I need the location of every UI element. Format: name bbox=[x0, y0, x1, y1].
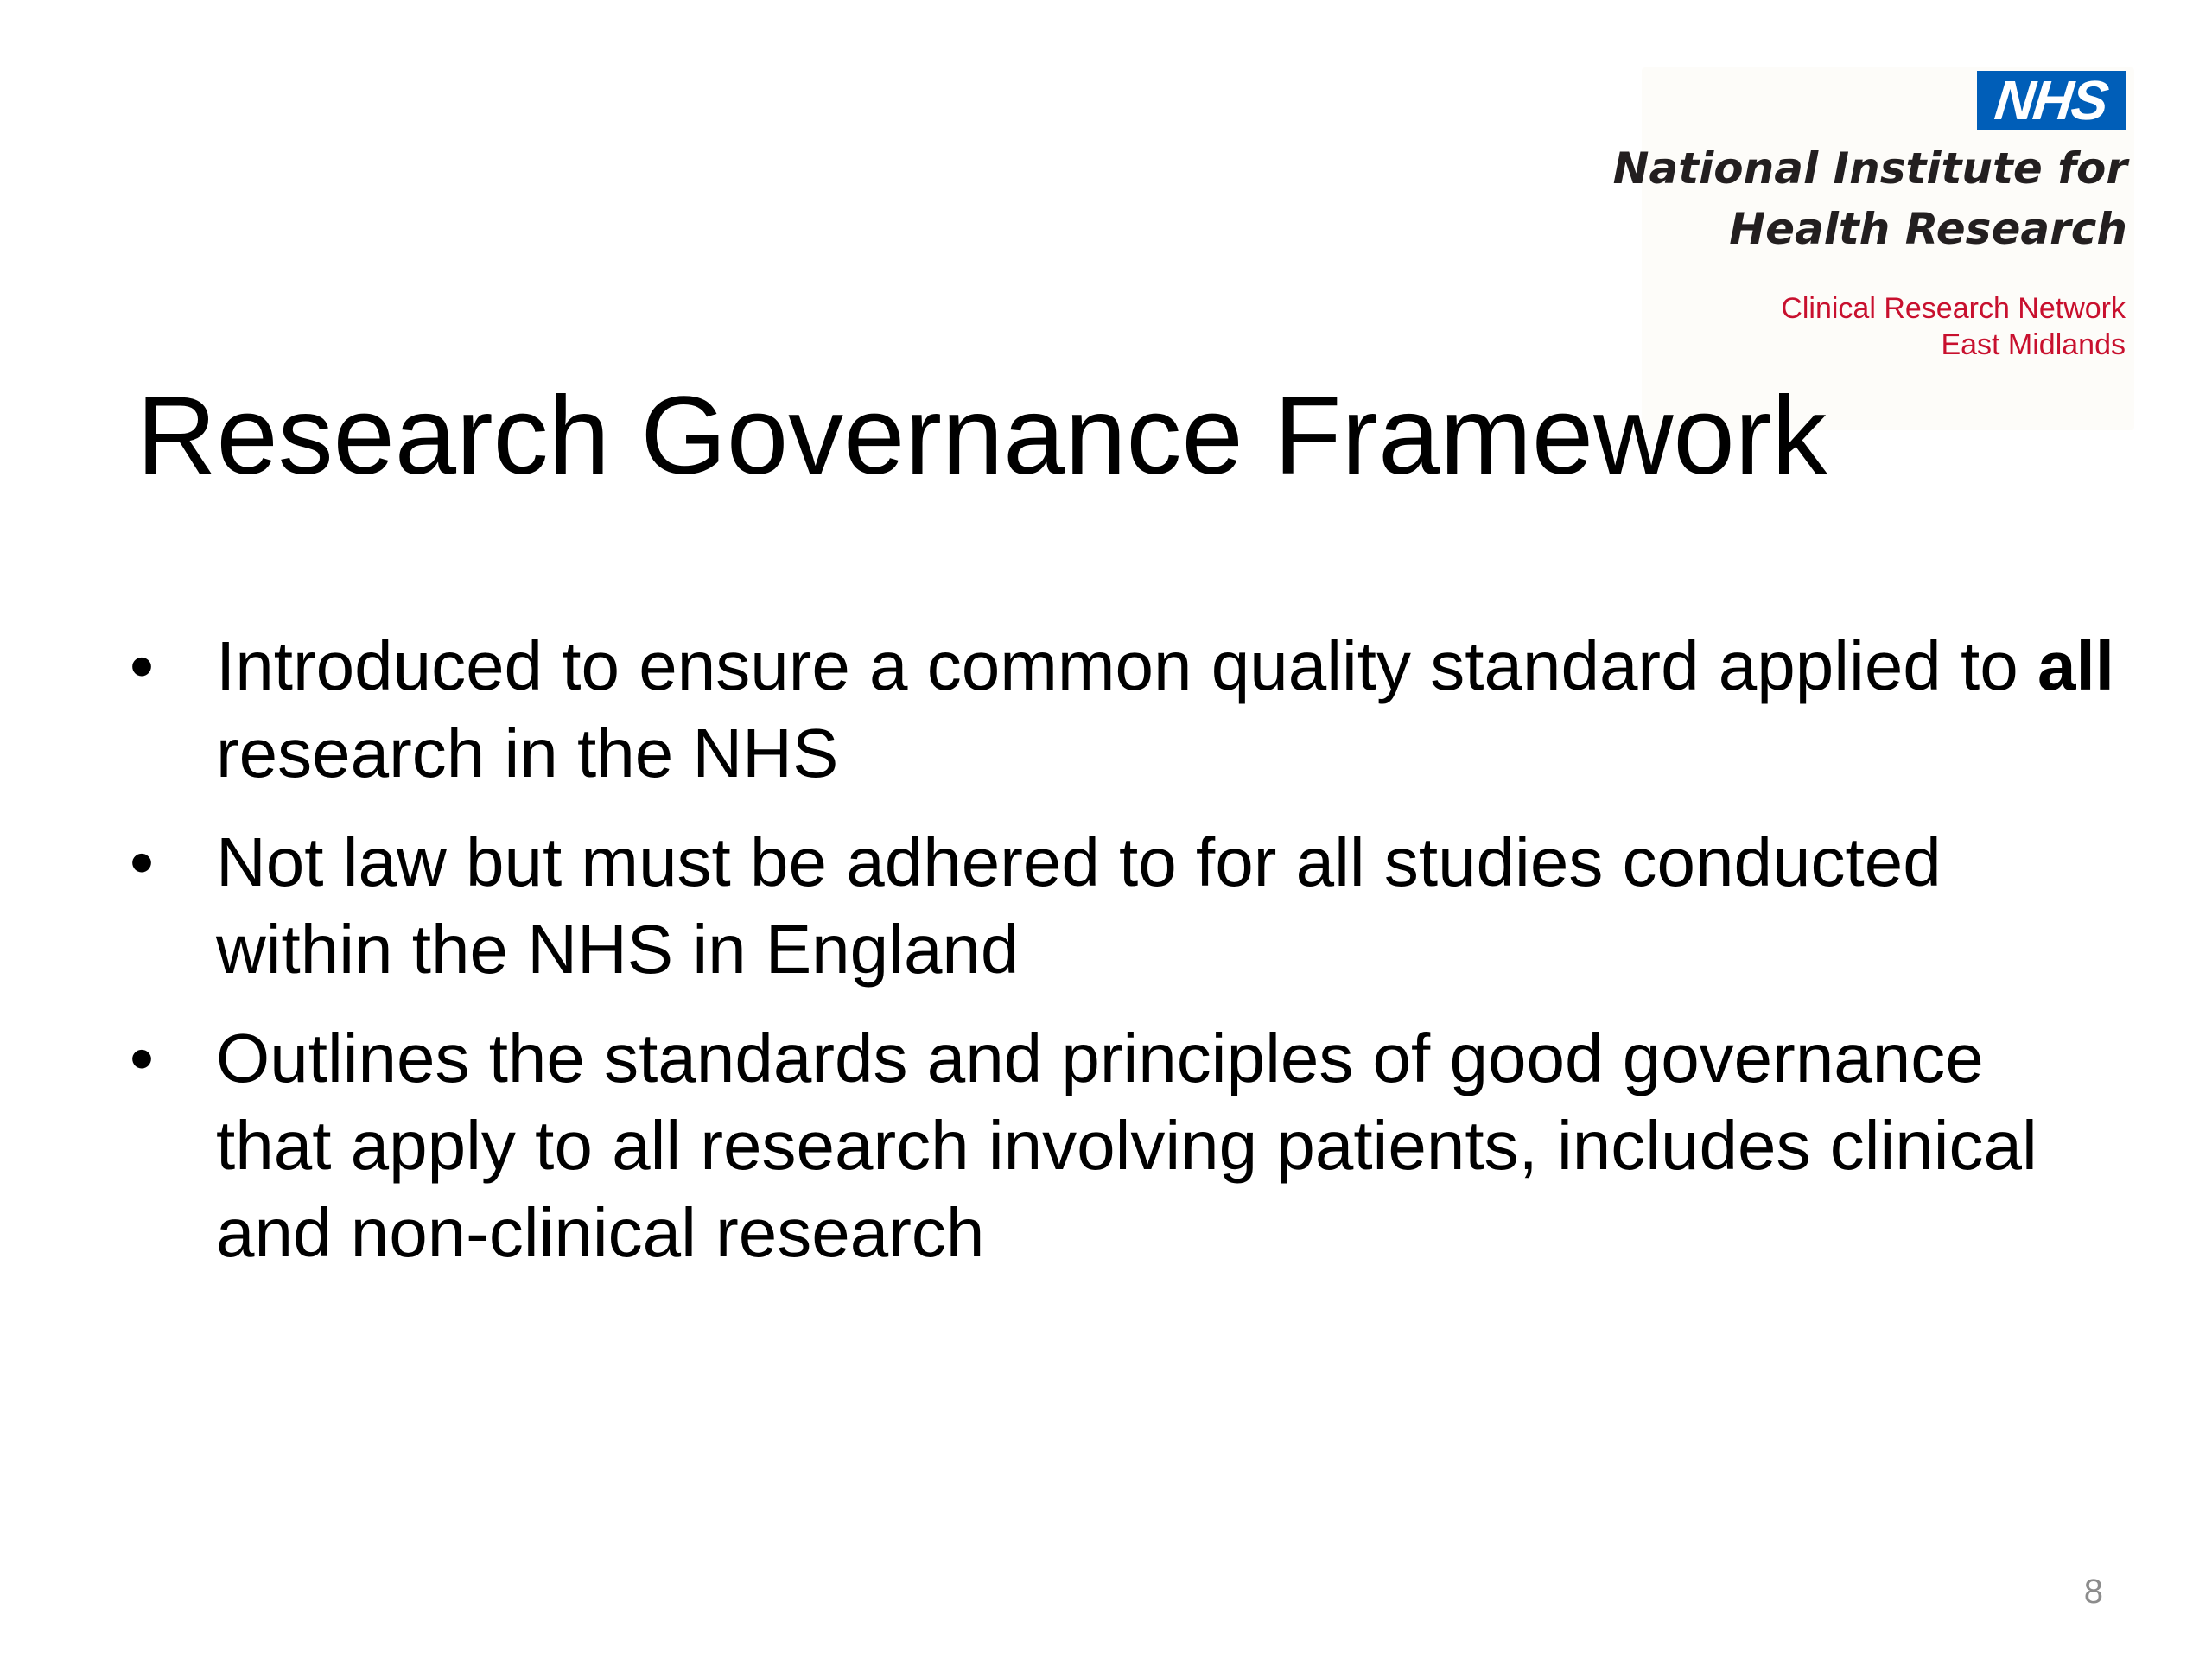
bullet-list bbox=[130, 622, 2117, 1298]
institute-name bbox=[1613, 138, 2127, 259]
bullet-3-text: Outlines the standards and principles of good governance that apply to all research involving patients, includes clinical and non-clinical research bbox=[216, 1020, 2037, 1271]
network-name-line2: East Midlands bbox=[1941, 328, 2126, 361]
institute-name-line2: Health Research bbox=[1729, 204, 2127, 254]
bullet-item-1 bbox=[130, 622, 2117, 797]
bullet-1-text-start: Introduced to ensure a common quality standard applied to bbox=[216, 627, 2037, 704]
bullet-marker: • bbox=[130, 1020, 155, 1096]
network-name-line1: Clinical Research Network bbox=[1781, 292, 2126, 325]
network-name bbox=[1781, 290, 2126, 363]
nhs-badge-text: NHS bbox=[1992, 69, 2111, 131]
institute-name-line1: National Institute for bbox=[1612, 143, 2127, 194]
slide-title: Research Governance Framework bbox=[137, 374, 1827, 498]
bullet-item-2 bbox=[130, 818, 2117, 993]
bullet-marker: • bbox=[130, 627, 155, 704]
nhs-badge bbox=[1977, 71, 2126, 130]
bullet-2-text: Not law but must be adhered to for all studies conducted within the NHS in England bbox=[216, 823, 1942, 988]
bullet-1-text-end: research in the NHS bbox=[216, 715, 839, 791]
bullet-1-emphasis: all bbox=[2037, 627, 2114, 704]
bullet-marker: • bbox=[130, 823, 155, 900]
bullet-item-3 bbox=[130, 1014, 2117, 1276]
page-number: 8 bbox=[2083, 1573, 2103, 1611]
